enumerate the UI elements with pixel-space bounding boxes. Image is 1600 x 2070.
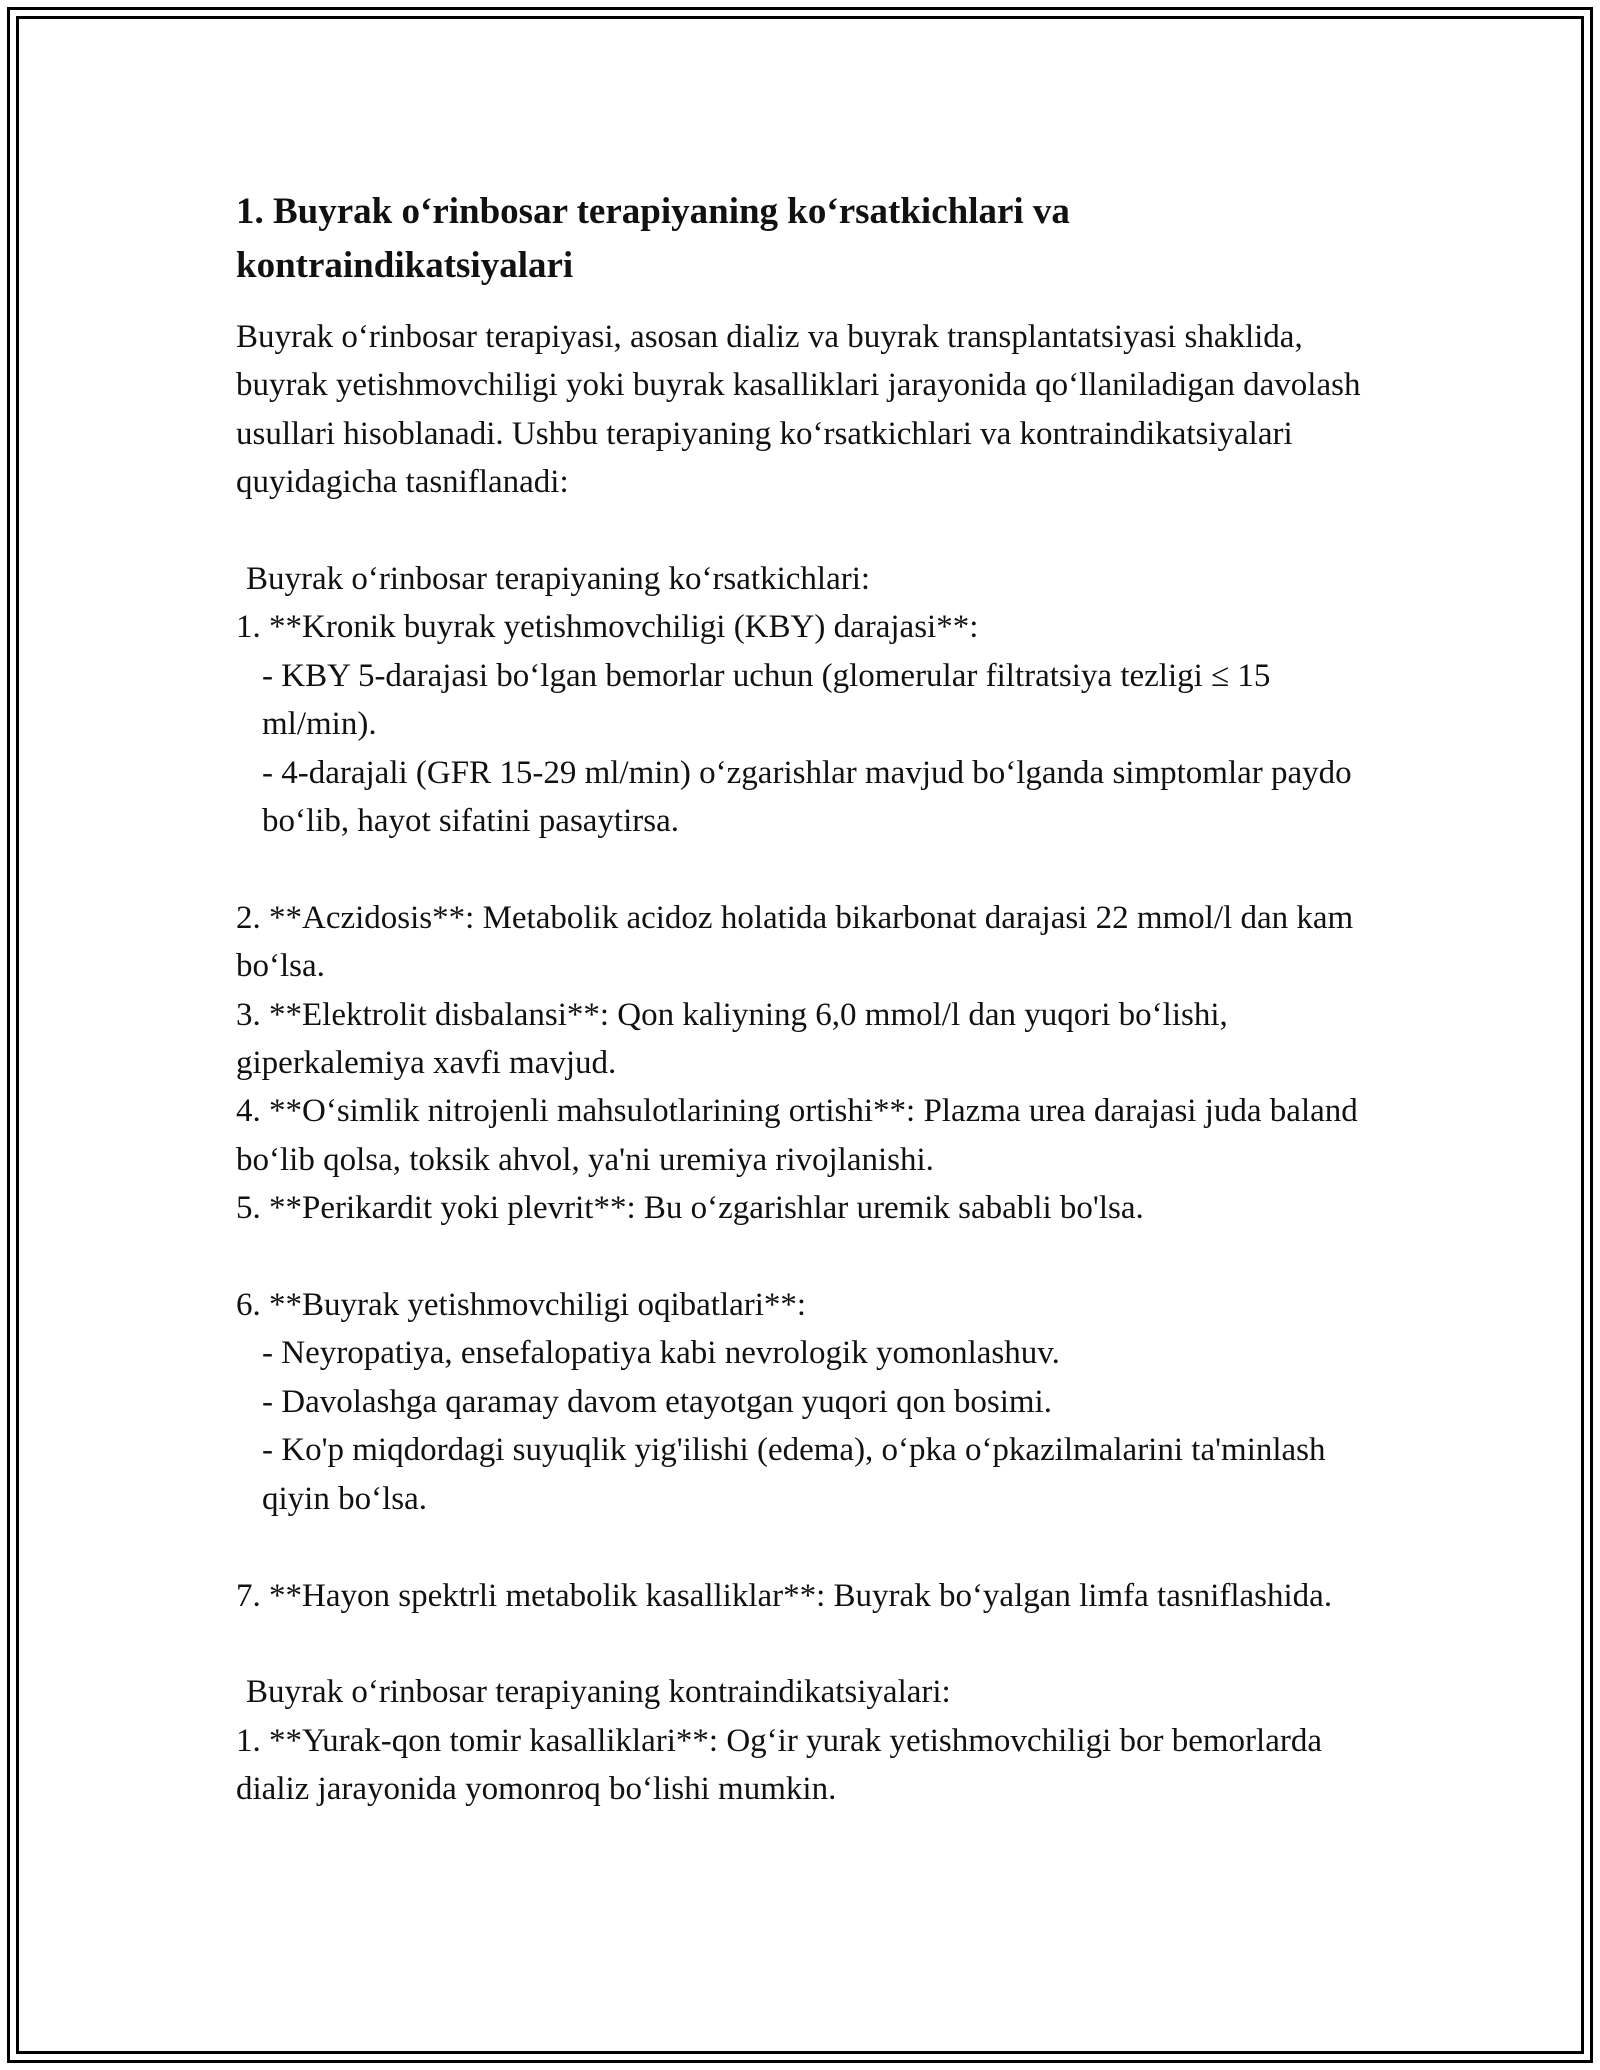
indication-item-4: 4. **O‘simlik nitrojenli mahsulotlarining ortishi**: Plazma urea darajasi juda baland bo‘lib qolsa, toksik ahvol, ya'ni uremiya rivojlanishi. <box>236 1093 1367 1178</box>
indication-item-7: 7. **Hayon spektrli metabolik kasalliklar**: Buyrak bo‘yalgan limfa tasniflashida. <box>236 1577 1333 1614</box>
indication-item-5: 5. **Perikardit yoki plevrit**: Bu o‘zgarishlar uremik sababli bo'lsa. <box>236 1190 1144 1227</box>
spacer <box>236 1620 1366 1668</box>
indication-item-1: 1. **Kronik buyrak yetishmovchiligi (KBY) darajasi**: <box>236 609 979 646</box>
indication-item-1-sub-1: - KBY 5-darajasi bo‘lgan bemorlar uchun (glomerular filtratsiya tezligi ≤ 15 ml/min). <box>262 657 1279 743</box>
indications-heading: Buyrak o‘rinbosar terapiyaning ko‘rsatkichlari: <box>246 561 871 598</box>
indication-item-3: 3. **Elektrolit disbalansi**: Qon kaliyning 6,0 mmol/l dan yuqori bo‘lishi, giperkalemiya xavfi mavjud. <box>236 996 1237 1082</box>
spacer <box>236 845 1366 893</box>
intro-paragraph: Buyrak o‘rinbosar terapiyasi, asosan dializ va buyrak transplantatsiyasi shaklida, buyrak yetishmovchiligi yoki buyrak kasalliklari jarayonida qo‘llaniladigan davolash usullari hisoblanadi. Ushbu terapiyaning ko‘rsatkichlari va kontraindikatsiyalari quyidagicha tasniflanadi: <box>236 319 1361 501</box>
contraindication-item-1: 1. **Yurak-qon tomir kasalliklari**: Og‘ir yurak yetishmovchiligi bor bemorlarda dializ jarayonida yomonroq bo‘lishi mumkin. <box>236 1722 1331 1808</box>
spacer <box>236 1233 1366 1281</box>
indication-item-6-sub-1: - Neyropatiya, ensefalopatiya kabi nevrologik yomonlashuv. <box>262 1335 1060 1372</box>
indication-item-1-sub-2: - 4-darajali (GFR 15-29 ml/min) o‘zgarishlar mavjud bo‘lganda simptomlar paydo bo‘lib, hayot sifatini pasaytirsa. <box>262 754 1360 840</box>
indication-item-2: 2. **Aczidosis**: Metabolik acidoz holatida bikarbonat darajasi 22 mmol/l dan kam bo‘lsa. <box>236 899 1362 985</box>
indication-item-6-sub-2: - Davolashga qaramay davom etayotgan yuqori qon bosimi. <box>262 1383 1052 1420</box>
spacer <box>236 1523 1366 1571</box>
contraindications-heading: Buyrak o‘rinbosar terapiyaning kontraindikatsiyalari: <box>246 1674 951 1711</box>
indication-item-6-sub-3: - Ko'p miqdordagi suyuqlik yig'ilishi (edema), o‘pka o‘pkazilmalarini ta'minlash qiyin bo‘lsa. <box>262 1432 1334 1517</box>
indication-item-6: 6. **Buyrak yetishmovchiligi oqibatlari**: <box>236 1287 807 1324</box>
document-title: 1. Buyrak o‘rinbosar terapiyaning ko‘rsatkichlari va kontraindikatsiyalari <box>236 191 1070 286</box>
document-page <box>236 185 1366 1814</box>
spacer <box>236 507 1366 555</box>
